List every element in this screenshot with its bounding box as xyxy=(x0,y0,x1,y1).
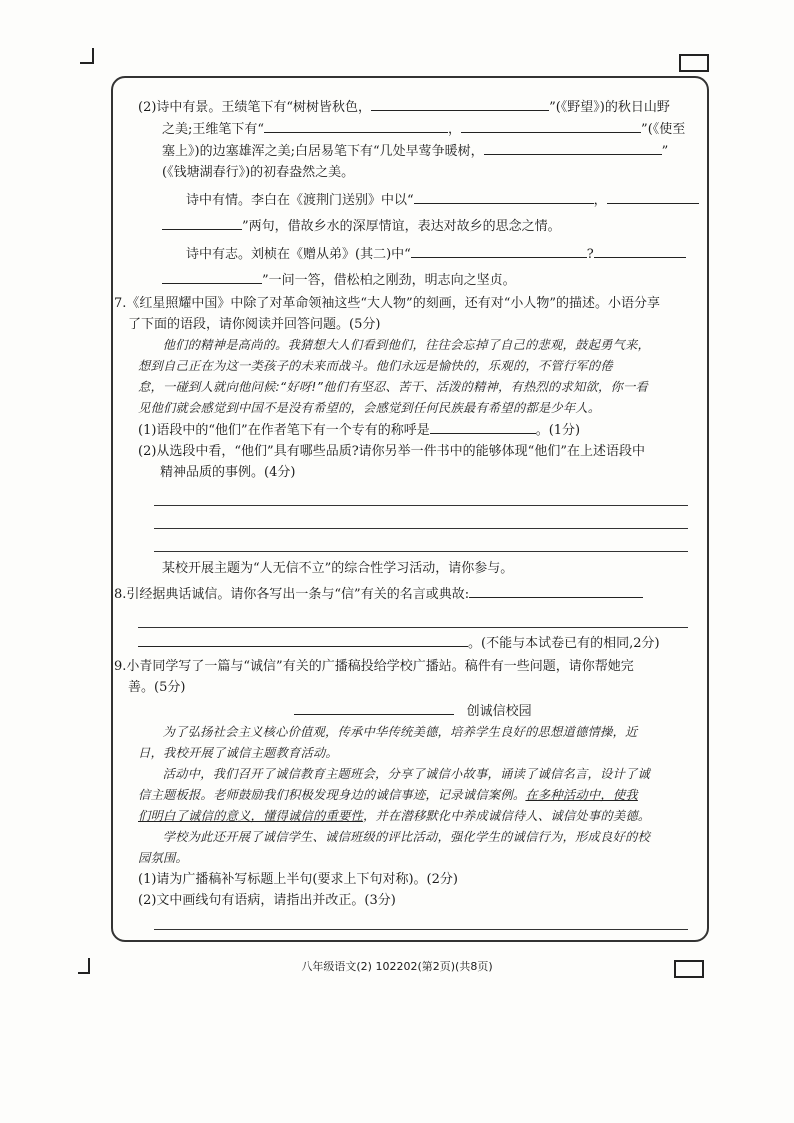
answer-blank[interactable] xyxy=(484,140,662,155)
page-footer: 八年级语文(2) 102202(第2页)(共8页) xyxy=(301,960,493,973)
answer-blank[interactable] xyxy=(264,118,448,133)
q8-stem: 8.引经据典话诚信。请你各写出一条与“信”有关的名言或典故: xyxy=(114,583,702,605)
q7-stem: 7.《红星照耀中国》中除了对革命领袖这些“大人物”的刻画，还有对“小人物”的描述。小语分享 了下面的语段，请你阅读并回答问题。(5分) xyxy=(114,296,660,332)
q6-line8: ”一问一答，借松柏之刚劲，明志向之坚贞。 xyxy=(124,269,702,291)
underlined-sentence: 们明白了诚信的意义，懂得诚信的重要性 xyxy=(138,809,363,823)
answer-line[interactable] xyxy=(154,483,688,506)
underlined-sentence: 在多种活动中，使我 xyxy=(525,788,638,802)
answer-blank[interactable] xyxy=(138,632,468,647)
q6-line4: (《钱塘湖春行》)的初春盎然之美。 xyxy=(162,165,355,180)
q6-line7: 诗中有志。刘桢在《赠从弟》(其二)中“ ? xyxy=(124,243,702,265)
q6-line5: 诗中有情。李白在《渡荆门送别》中以“ ， xyxy=(124,189,702,211)
answer-line[interactable] xyxy=(138,605,688,628)
answer-line[interactable] xyxy=(154,529,688,552)
answer-blank[interactable] xyxy=(594,243,686,258)
broadcast-title: 创诚信校园 xyxy=(124,700,702,722)
corner-mark-top-left xyxy=(80,48,94,64)
answer-blank[interactable] xyxy=(162,215,242,230)
q8-note-line: 。(不能与本试卷已有的相同,2分) xyxy=(124,632,702,654)
answer-blank[interactable] xyxy=(371,96,549,111)
q6-line3: 塞上》)的边塞雄浑之美;白居易笔下有“几处早莺争暖树， ” xyxy=(124,140,702,162)
answer-blank[interactable] xyxy=(414,189,594,204)
q7-sub2: (2)从选段中看，“他们”具有哪些品质?请你另举一件书中的能够体现“他们”在上述语段中 精神品质的事例。(4分) xyxy=(138,444,645,480)
page-content xyxy=(114,96,702,930)
answer-blank[interactable] xyxy=(607,189,699,204)
q9-sub2: (2)文中画线句有语病，请指出并改正。(3分) xyxy=(138,893,396,908)
broadcast-body: 为了弘扬社会主义核心价值观，传承中华传统美德，培养学生良好的思想道德情操，近 日，我校开展了诚信主题教育活动。 活动中，我们召开了诚信教育主题班会，分享了诚信小故事，诵读了诚信名言，设计了诚 信主题板报。老师鼓励我们积极发现身边的诚信事迹，记录诚信案例。在多种活动中，使我 们明白了诚信的意义，懂得诚信的重要性，并在潜移默化中养成诚信待人、诚信处事的美德。 学校为此还开展了诚信学生、诚信班级的评比活动，强化学生的诚信行为，形成良好的校 园氛围。 xyxy=(138,725,651,865)
answer-line[interactable] xyxy=(154,506,688,529)
activity-intro: 某校开展主题为“人无信不立”的综合性学习活动，请你参与。 xyxy=(162,561,514,576)
answer-line[interactable] xyxy=(154,911,688,930)
q6-line1: (2)诗中有景。王绩笔下有“树树皆秋色， ”(《野望》)的秋日山野 xyxy=(124,96,702,118)
corner-mark-top-right xyxy=(679,54,709,72)
answer-blank[interactable] xyxy=(162,269,262,284)
q6-line2: 之美;王维笔下有“ ， ”(《使至 xyxy=(124,118,702,140)
answer-blank[interactable] xyxy=(469,583,643,598)
title-blank[interactable] xyxy=(294,700,454,715)
answer-blank[interactable] xyxy=(430,419,536,434)
answer-blank[interactable] xyxy=(411,243,587,258)
q7-passage: 他们的精神是高尚的。我猜想大人们看到他们，往往会忘掉了自己的悲观，鼓起勇气来， 想到自己正在为这一类孩子的未来而战斗。他们永远是愉快的，乐观的，不管行军的倦 怠，一碰到人就向他问候:“好呀!”他们有坚忍、苦干、活泼的精神，有热烈的求知欲，你一看 见他们就会感觉到中国不是没有希望的，会感觉到任何民族最有希望的都是少年人。 xyxy=(138,338,650,415)
q9-sub1: (1)请为广播稿补写标题上半句(要求上下句对称)。(2分) xyxy=(138,872,458,887)
q6-line6: ”两句，借故乡水的深厚情谊，表达对故乡的思念之情。 xyxy=(124,215,702,237)
q7-sub1: (1)语段中的“他们”在作者笔下有一个专有的称呼是 。(1分) xyxy=(124,419,702,441)
q9-stem: 9.小青同学写了一篇与“诚信”有关的广播稿投给学校广播站。稿件有一些问题，请你帮她完 善。(5分) xyxy=(114,659,634,695)
answer-blank[interactable] xyxy=(461,118,641,133)
